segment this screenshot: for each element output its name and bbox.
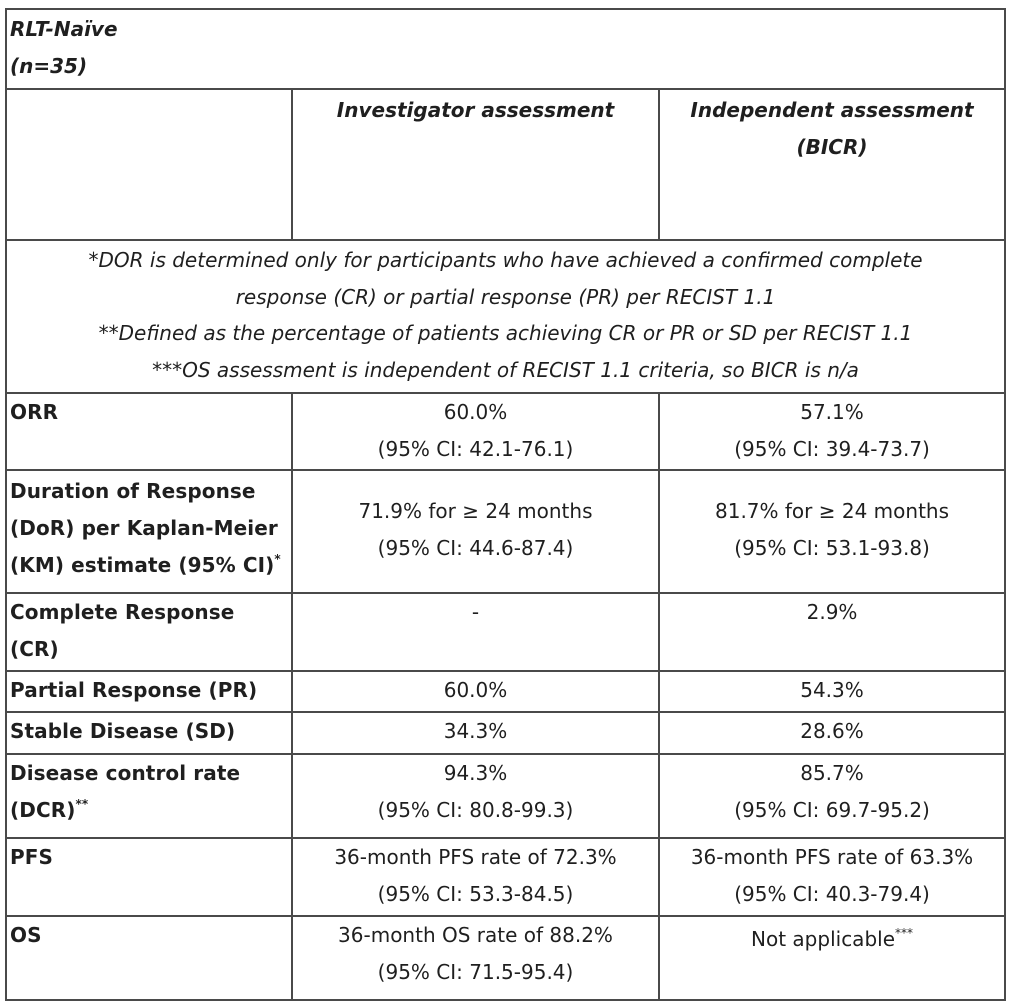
table-title: RLT-Naïve — [10, 17, 118, 41]
table-subtitle-n: (n=35) — [10, 54, 88, 78]
sd-independent-value: 28.6% — [800, 719, 864, 743]
row-label-cell — [6, 470, 292, 593]
title-row — [6, 9, 1005, 89]
row-label-cell — [6, 754, 292, 838]
row-label-cr-2: (CR) — [10, 637, 59, 661]
row-label-dcr-1: Disease control rate — [10, 761, 241, 785]
independent-value-cell — [659, 393, 1005, 470]
pfs-independent-value: 36-month PFS rate of 63.3% — [690, 845, 974, 869]
pr-investigator-value: 60.0% — [443, 678, 508, 702]
efficacy-results-table — [5, 8, 1006, 1001]
dcr-investigator-value: 94.3% — [443, 761, 508, 785]
row-label-cell — [6, 671, 292, 712]
footnote-os: ***OS assessment is independent of RECIST 1.1 criteria, so BICR is n/a — [152, 357, 859, 382]
footnote-dcr: **Defined as the percentage of patients achieving CR or PR or SD per RECIST 1.1 — [98, 321, 913, 345]
orr-investigator-ci: (95% CI: 42.1-76.1) — [377, 437, 574, 461]
table-row-dor — [6, 470, 1005, 593]
dcr-footnote-marker: ** — [75, 797, 89, 811]
os-investigator-ci: (95% CI: 71.5-95.4) — [377, 960, 574, 984]
results-table-container — [5, 8, 1004, 999]
dcr-independent-value: 85.7% — [800, 761, 864, 785]
investigator-value-cell — [292, 838, 659, 916]
dor-independent-value: 81.7% for ≥ 24 months — [715, 499, 950, 523]
cr-independent-value: 2.9% — [806, 600, 858, 624]
table-title-cell — [6, 9, 1005, 89]
column-header-row — [6, 89, 1005, 240]
orr-investigator-value: 60.0% — [443, 400, 508, 424]
investigator-value-cell — [292, 671, 659, 712]
table-row-pfs — [6, 838, 1005, 916]
cr-investigator-value: - — [471, 600, 480, 624]
table-row-pr — [6, 671, 1005, 712]
row-label-dcr-2: (DCR) — [10, 798, 76, 822]
table-row-sd — [6, 712, 1005, 754]
header-independent-bicr: (BICR) — [796, 135, 868, 159]
independent-value-cell — [659, 838, 1005, 916]
dcr-investigator-ci: (95% CI: 80.8-99.3) — [377, 798, 574, 822]
pfs-investigator-value: 36-month PFS rate of 72.3% — [334, 845, 617, 869]
investigator-value-cell — [292, 593, 659, 671]
investigator-value-cell — [292, 393, 659, 470]
header-empty-cell — [6, 89, 292, 240]
row-label-cell — [6, 593, 292, 671]
footnote-dor-2: response (CR) or partial response (PR) per RECIST 1.1 — [235, 284, 776, 309]
footnotes-cell — [6, 240, 1005, 393]
dor-independent-ci: (95% CI: 53.1-93.8) — [734, 536, 930, 560]
independent-value-cell — [659, 671, 1005, 712]
investigator-value-cell — [292, 712, 659, 754]
row-label-dor-1: Duration of Response — [10, 479, 256, 503]
footnotes-row — [6, 240, 1005, 393]
table-row-orr — [6, 393, 1005, 470]
table-row-os — [6, 916, 1005, 1000]
independent-value-cell — [659, 916, 1005, 1000]
dcr-independent-ci: (95% CI: 69.7-95.2) — [734, 798, 930, 822]
header-investigator-label: Investigator assessment — [336, 98, 615, 122]
row-label-pr: Partial Response (PR) — [10, 678, 258, 702]
header-investigator — [292, 89, 659, 240]
row-label-dor-2: (DoR) per Kaplan-Meier — [10, 516, 278, 540]
row-label-cr-1: Complete Response — [10, 600, 235, 624]
independent-value-cell — [659, 712, 1005, 754]
independent-value-cell — [659, 754, 1005, 838]
os-independent-value: Not applicable — [751, 927, 895, 951]
pfs-independent-ci: (95% CI: 40.3-79.4) — [734, 882, 930, 906]
row-label-orr: ORR — [10, 400, 59, 424]
row-label-pfs: PFS — [10, 845, 54, 869]
orr-independent-ci: (95% CI: 39.4-73.7) — [734, 437, 930, 461]
os-footnote-marker: *** — [895, 926, 913, 940]
header-independent-label: Independent assessment — [690, 98, 974, 122]
independent-value-cell — [659, 593, 1005, 671]
pfs-investigator-ci: (95% CI: 53.3-84.5) — [377, 882, 574, 906]
investigator-value-cell — [292, 916, 659, 1000]
investigator-value-cell — [292, 470, 659, 593]
header-independent — [659, 89, 1005, 240]
os-investigator-value: 36-month OS rate of 88.2% — [338, 923, 613, 947]
row-label-os: OS — [10, 923, 42, 947]
dor-footnote-marker: * — [274, 552, 281, 566]
orr-independent-value: 57.1% — [800, 400, 864, 424]
investigator-value-cell — [292, 754, 659, 838]
independent-value-cell — [659, 470, 1005, 593]
row-label-cell — [6, 838, 292, 916]
row-label-cell — [6, 393, 292, 470]
table-row-cr — [6, 593, 1005, 671]
dor-investigator-ci: (95% CI: 44.6-87.4) — [377, 536, 574, 560]
table-row-dcr — [6, 754, 1005, 838]
row-label-sd: Stable Disease (SD) — [10, 719, 236, 743]
row-label-cell — [6, 712, 292, 754]
sd-investigator-value: 34.3% — [443, 719, 508, 743]
pr-independent-value: 54.3% — [800, 678, 864, 702]
footnote-dor-1: *DOR is determined only for participants who have achieved a confirmed complete — [88, 248, 923, 272]
row-label-dor-3: (KM) estimate (95% CI) — [10, 553, 275, 577]
row-label-cell — [6, 916, 292, 1000]
dor-investigator-value: 71.9% for ≥ 24 months — [358, 499, 593, 523]
